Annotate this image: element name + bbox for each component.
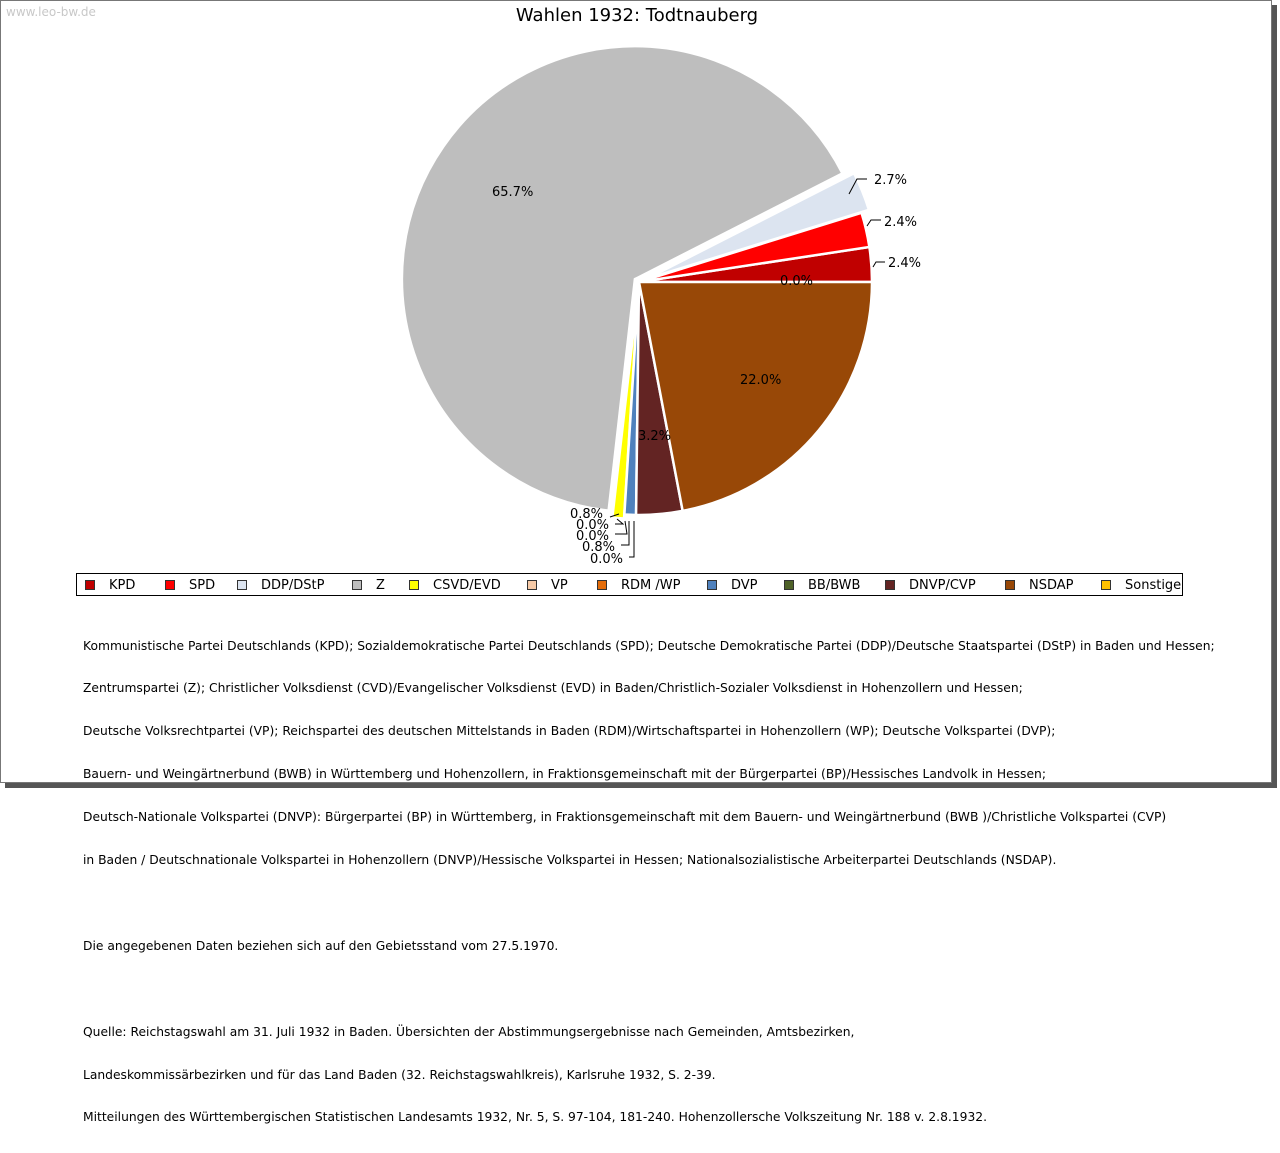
watermark: www.leo-bw.de	[6, 5, 96, 19]
legend-item-ddp-dstp	[237, 578, 324, 592]
note-party-line: Bauern- und Weingärtnerbund (BWB) in Württemberg und Hohenzollern, in Fraktionsgemeinschaft mit der Bürgerpartei (BP)/Hessisches Landvolk in Hessen;	[83, 767, 1046, 782]
legend-label: Z	[376, 577, 385, 593]
legend-swatch	[1101, 580, 1111, 590]
chart-title: Wahlen 1932: Todtnauberg	[515, 5, 759, 26]
legend-swatch	[784, 580, 794, 590]
data-label: 65.7%	[492, 185, 534, 200]
legend-swatch	[165, 580, 175, 590]
leader-line	[867, 220, 881, 226]
legend-item-spd	[165, 578, 215, 592]
data-label: 2.4%	[884, 215, 918, 230]
legend-item-nsdap	[1005, 578, 1074, 592]
legend-label: CSVD/EVD	[433, 577, 501, 593]
leader-line	[873, 262, 885, 267]
legend-swatch	[409, 580, 419, 590]
data-label: 0.0%	[576, 518, 610, 533]
data-label: 0.0%	[590, 552, 624, 567]
note-party-line: Zentrumspartei (Z); Christlicher Volksdienst (CVD)/Evangelischer Volksdienst (EVD) in Baden/Christlich-Sozialer Volksdienst in Hohenzollern und Hessen;	[83, 681, 1023, 696]
note-source-line: Mitteilungen des Württembergischen Statistischen Landesamts 1932, Nr. 5, S. 97-104, 181-240. Hohenzollersche Volkszeitung Nr. 188 v. 2.8.1932.	[83, 1110, 988, 1125]
legend-label: DNVP/CVP	[909, 577, 976, 593]
data-label: 2.7%	[874, 173, 908, 188]
legend-item-csvd-evd	[409, 578, 501, 592]
legend-item-sonstige	[1101, 578, 1181, 592]
legend-swatch	[237, 580, 247, 590]
note-party-line: Deutsche Volksrechtpartei (VP); Reichspartei des deutschen Mittelstands in Baden (RDM)/Wirtschaftspartei in Hohenzollern (WP); Deutsche Volkspartei (DVP);	[83, 724, 1056, 739]
legend-swatch	[885, 580, 895, 590]
legend-item-dvp	[707, 578, 758, 592]
legend-swatch	[527, 580, 537, 590]
legend-swatch	[1005, 580, 1015, 590]
note-party-line: Deutsch-Nationale Volkspartei (DNVP): Bürgerpartei (BP) in Württemberg, in Fraktionsgemeinschaft mit dem Bauern- und Weingärtnerbund (BWB )/Christliche Volkspartei (CVP)	[83, 810, 1167, 825]
data-label: 0.0%	[576, 529, 610, 544]
data-label: 0.0%	[780, 274, 814, 289]
data-label: 2.4%	[888, 256, 922, 271]
legend-item-kpd	[85, 578, 135, 592]
leader-line	[615, 519, 623, 524]
legend-label: KPD	[109, 577, 136, 593]
legend-item-dnvp-cvp	[885, 578, 976, 592]
data-label: 22.0%	[740, 373, 782, 388]
legend-swatch	[597, 580, 607, 590]
leader-line	[621, 521, 629, 545]
note-gebietsstand: Die angegebenen Daten beziehen sich auf den Gebietsstand vom 27.5.1970.	[83, 938, 559, 953]
legend-label: SPD	[189, 577, 216, 593]
legend-label: DVP	[731, 577, 758, 593]
data-label: 3.2%	[638, 429, 672, 444]
leader-line	[629, 521, 634, 557]
legend	[76, 573, 1183, 596]
notes	[83, 610, 1215, 1153]
legend-item-z	[352, 578, 385, 592]
legend-label: BB/BWB	[808, 577, 861, 593]
legend-label: DDP/DStP	[261, 577, 325, 593]
pie-chart	[1, 1, 1273, 571]
legend-item-rdm-wp	[597, 578, 680, 592]
legend-swatch	[707, 580, 717, 590]
legend-item-bb-bwb	[784, 578, 860, 592]
legend-swatch	[85, 580, 95, 590]
data-label: 0.8%	[570, 507, 604, 522]
legend-label: Sonstige	[1125, 577, 1182, 593]
note-source-line: Quelle: Reichstagswahl am 31. Juli 1932 in Baden. Übersichten der Abstimmungsergebnisse nach Gemeinden, Amtsbezirken,	[83, 1024, 855, 1039]
legend-item-vp	[527, 578, 568, 592]
note-party-line: Kommunistische Partei Deutschlands (KPD); Sozialdemokratische Partei Deutschlands (SPD); Deutsche Demokratische Partei (DDP)/Deutsche Staatspartei (DStP) in Baden und Hessen;	[83, 638, 1215, 653]
note-party-line: in Baden / Deutschnationale Volkspartei in Hohenzollern (DNVP)/Hessische Volkspartei in Hessen; Nationalsozialistische Arbeiterpartei Deutschlands (NSDAP).	[83, 853, 1057, 868]
note-source-line: Landeskommissärbezirken und für das Land Baden (32. Reichstagswahlkreis), Karlsruhe 1932, S. 2-39.	[83, 1067, 716, 1082]
legend-label: RDM /WP	[621, 577, 681, 593]
data-label: 0.8%	[582, 540, 616, 555]
legend-swatch	[352, 580, 362, 590]
legend-label: VP	[551, 577, 568, 593]
legend-label: NSDAP	[1029, 577, 1074, 593]
